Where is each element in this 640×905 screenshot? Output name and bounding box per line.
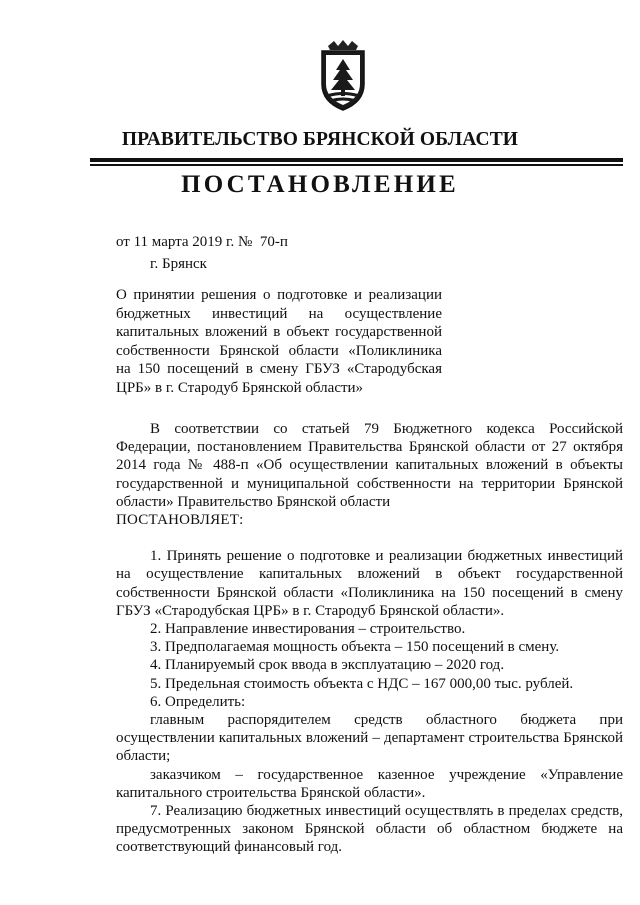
document-subject: О принятии решения о подготовке и реализации бюджетных инвестиций на осуществление капитальных вложений в объект государственной собственности Брянской области «Поликлиника на 150 посещений в смену ГБУЗ «Стародубская ЦРБ» в г. Стародуб Брянской области» (116, 287, 442, 396)
document-number: 70-п (259, 234, 288, 250)
header-divider-thick (90, 158, 623, 162)
organization-title: ПРАВИТЕЛЬСТВО БРЯНСКОЙ ОБЛАСТИ (121, 129, 519, 150)
document-date-line (116, 234, 288, 251)
item-4: 4. Планируемый срок ввода в эксплуатацию – 2020 год. (150, 657, 505, 674)
header-divider-thin (90, 164, 623, 166)
item-6-main-manager: главным распорядителем средств областного бюджета при осуществлении капитальных вложений – департамент строительства Брянской области; (116, 712, 623, 765)
document-date: от 11 марта 2019 г. № (116, 234, 253, 250)
document-type-title: ПОСТАНОВЛЕНИЕ (181, 171, 459, 198)
document-city: г. Брянск (150, 256, 207, 272)
item-7: 7. Реализацию бюджетных инвестиций осуществлять в пределах средств, предусмотренных законом Брянской области об областном бюджете на соответствующий финансовый год. (116, 803, 623, 856)
item-2: 2. Направление инвестирования – строительство. (150, 621, 466, 638)
item-6: 6. Определить: (150, 693, 246, 710)
item-5: 5. Предельная стоимость объекта с НДС – 167 000,00 тыс. рублей. (150, 675, 574, 692)
item-3: 3. Предполагаемая мощность объекта – 150 посещений в смену. (150, 639, 560, 656)
item-1: 1. Принять решение о подготовке и реализации бюджетных инвестиций на осуществление капитальных вложений в объект государственной собственности Брянской области «Поликлиника на 150 посещений в смену ГБУЗ «Стародубская ЦРБ» в г. Стародуб Брянской области». (116, 548, 623, 619)
item-6-customer: заказчиком – государственное казенное учреждение «Управление капитального строительства Брянской области». (116, 766, 623, 801)
preamble-paragraph: В соответствии со статьей 79 Бюджетного кодекса Российской Федерации, постановлением Правительства Брянской области от 27 октября 2014 года № 488-п «Об осуществлении капитальных вложений в объекты государственной и муниципальной собственности на территории Брянской области» Правительство Брянской области (116, 421, 623, 510)
decree-word: ПОСТАНОВЛЯЕТ: (116, 512, 244, 529)
coat-of-arms-icon (314, 40, 372, 112)
document-body (116, 420, 623, 857)
